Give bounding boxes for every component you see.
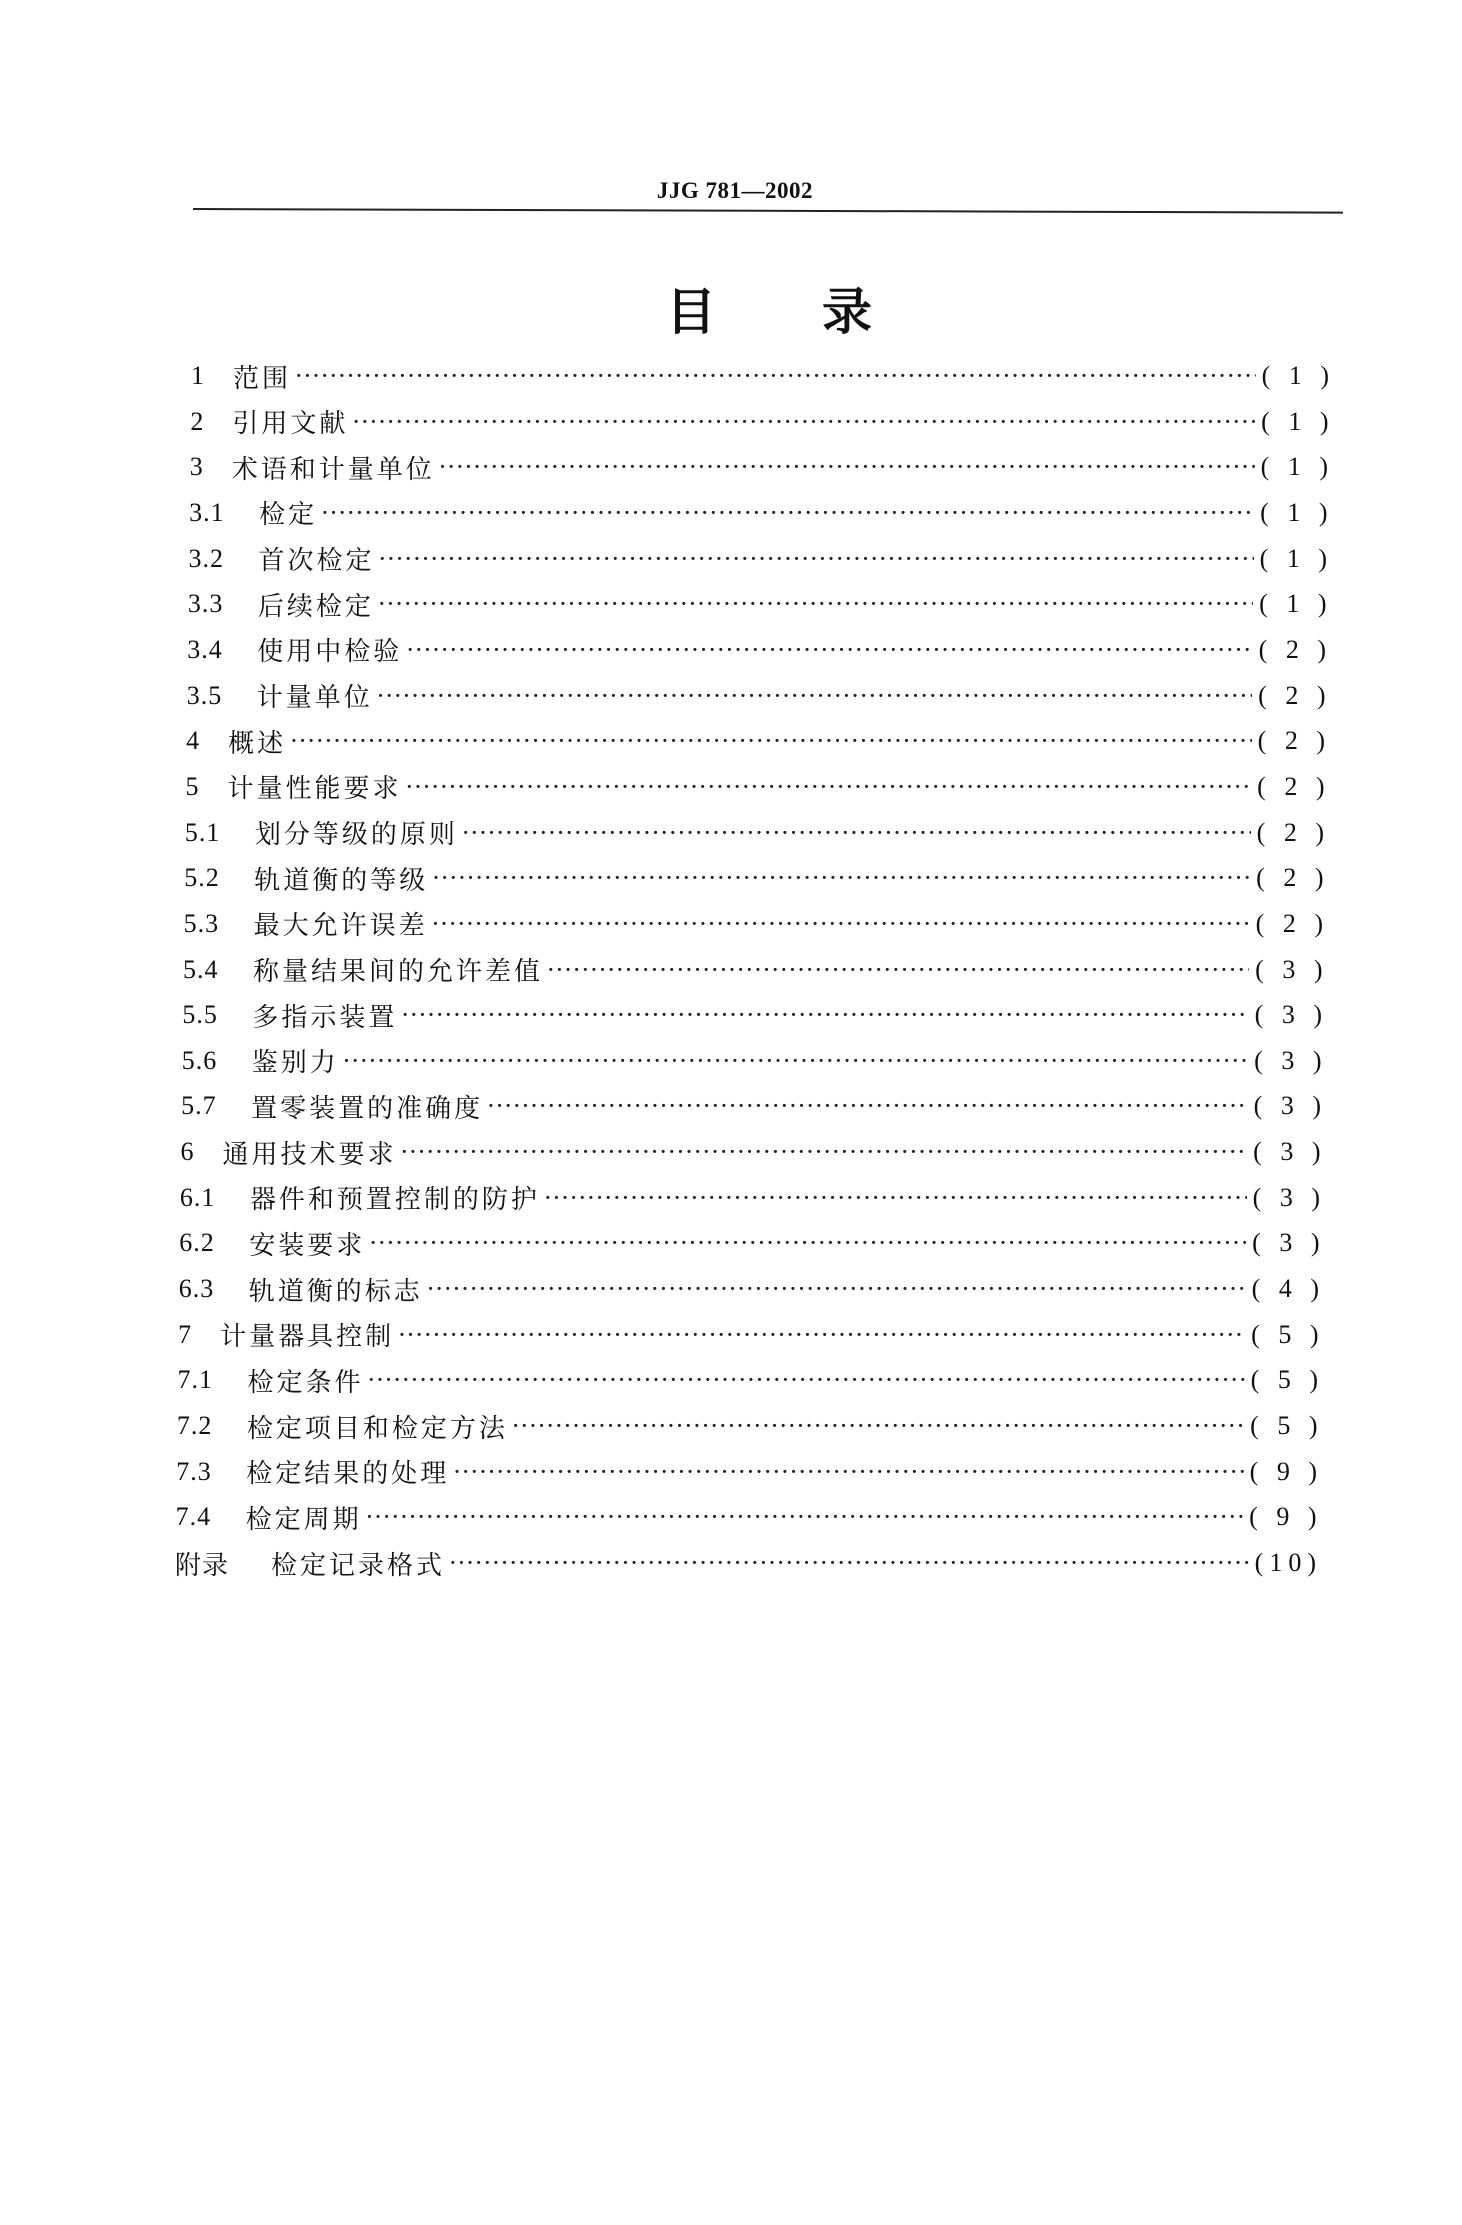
dot-leader [401,1134,1248,1170]
dot-leader [462,815,1251,851]
toc-entry[interactable] [183,952,1329,988]
toc-entry[interactable] [184,860,1329,896]
toc-entry-number: 5.3 [183,908,220,938]
toc-entry-label: 使用中检验 [257,637,403,668]
toc-entry-number: 3.5 [186,680,223,710]
toc-entry[interactable] [189,541,1333,577]
toc-entry-number: 4 [186,726,201,756]
toc-entry-number: 3.4 [187,634,223,664]
dot-leader [398,1317,1245,1353]
toc-entry-page: ( 1 ) [1261,406,1335,436]
toc-entry-label: 鉴别力 [251,1048,339,1079]
toc-entry-label: 后续检定 [257,591,374,622]
toc-entry-page: ( 3 ) [1253,1137,1327,1167]
toc-entry[interactable] [186,723,1331,759]
toc-entry-number: 7.2 [176,1411,213,1441]
toc-entry-number: 1 [191,361,205,390]
dot-leader [544,1180,1247,1216]
dot-leader [401,997,1248,1033]
title-char-1: 目 [666,283,716,341]
toc-entry-number: 5.7 [181,1091,217,1121]
toc-entry-page: ( 2 ) [1257,726,1331,756]
toc-entry-page: ( 3 ) [1254,1000,1328,1030]
toc-entry-number: 6.3 [178,1274,215,1304]
toc-entry-label: 概述 [228,728,287,759]
toc-entry-page: ( 5 ) [1250,1411,1324,1441]
toc-entry-label: 划分等级的原则 [254,820,458,851]
toc-entry-number: 5.1 [184,817,221,847]
toc-entry-number: 6.1 [179,1182,216,1212]
toc-entry-label: 最大允许误差 [253,911,428,942]
toc-entry-page: ( 1 ) [1261,361,1335,390]
toc-entry-label: 多指示装置 [252,1002,398,1033]
dot-leader [379,541,1254,577]
dot-leader [449,1545,1249,1581]
toc-entry[interactable] [182,1043,1328,1079]
toc-entry-number: 5.4 [183,954,219,984]
dot-leader [405,769,1251,805]
toc-entry-label: 范围 [233,363,292,394]
toc-entry-page: ( 2 ) [1258,634,1332,664]
toc-entry-label: 检定项目和检定方法 [246,1413,508,1444]
toc-entry-label: 计量器具控制 [220,1322,395,1353]
toc-entry-page: ( 1 ) [1260,452,1334,482]
dot-leader [512,1408,1244,1444]
toc-entry[interactable] [177,1362,1324,1398]
dot-leader [378,586,1253,622]
toc-entry[interactable] [187,678,1332,714]
toc-entry-page: ( 1 ) [1259,589,1333,619]
toc-entry-page: ( 2 ) [1256,863,1330,893]
toc-entry-label: 术语和计量单位 [231,454,435,485]
toc-entry[interactable] [190,449,1334,485]
toc-entry[interactable] [185,815,1330,851]
toc-entry[interactable] [191,358,1335,394]
toc-entry-label: 检定 [259,500,318,531]
dot-leader [377,678,1252,714]
dot-leader [406,632,1252,668]
toc-entry-label: 检定结果的处理 [246,1459,450,1490]
toc-entry-number: 3.2 [188,543,225,573]
toc-entry-number: 2 [190,406,205,436]
toc-entry[interactable] [178,1317,1324,1353]
toc-entry-page: ( 1 ) [1259,543,1333,573]
toc-entry-label: 轨道衡的等级 [254,865,429,896]
toc-entry[interactable] [180,1180,1326,1216]
toc-entry[interactable] [190,404,1334,440]
toc-entry-label: 检定周期 [245,1504,362,1535]
dot-leader [432,906,1250,942]
dot-leader [547,952,1249,988]
toc-entry-page: ( 3 ) [1253,1091,1327,1121]
toc-entry-number: 7.4 [175,1502,212,1532]
dot-leader [290,723,1252,759]
toc-entry-number: 3.3 [187,589,224,619]
toc-entry-label: 首次检定 [258,546,375,577]
dot-leader [321,495,1254,531]
dot-leader [343,1043,1248,1079]
dot-leader [352,404,1255,440]
toc-entry-number: 附录 [175,1550,230,1580]
toc-entry-label: 通用技术要求 [222,1139,397,1170]
toc-entry-page: (10) [1254,1548,1322,1577]
toc-entry-number: 7.3 [176,1456,212,1486]
toc-entry-label: 引用文献 [232,409,349,440]
toc-entry-number: 5.2 [184,863,220,893]
toc-entry-page: ( 2 ) [1255,908,1329,938]
toc-entry-page: ( 4 ) [1251,1274,1325,1304]
toc-entry-page: ( 9 ) [1249,1456,1323,1486]
toc-entry-page: ( 3 ) [1252,1228,1326,1258]
toc-entry-page: ( 3 ) [1254,1045,1328,1075]
toc-entry-number: 3.1 [189,497,225,527]
toc-entry-page: ( 3 ) [1255,954,1329,984]
toc-entry-number: 7 [178,1319,193,1349]
toc-entry-page: ( 2 ) [1256,817,1330,847]
toc-entry-label: 检定记录格式 [271,1550,446,1581]
toc-entry[interactable] [184,906,1329,942]
dot-leader [432,860,1250,896]
toc-entry-label: 计量性能要求 [227,774,402,805]
toc-entry[interactable] [187,632,1332,668]
toc-entry[interactable] [182,997,1328,1033]
toc-entry[interactable] [177,1408,1324,1444]
toc-entry-label: 安装要求 [249,1230,366,1261]
toc-entry-number: 7.1 [177,1365,213,1395]
dot-leader [366,1499,1244,1535]
dot-leader [427,1271,1246,1307]
toc-entry-label: 检定条件 [247,1367,364,1398]
toc-entry-page: ( 2 ) [1257,771,1331,801]
toc-entry-number: 3 [189,452,204,482]
toc-entry-page: ( 2 ) [1258,680,1332,710]
toc-entry-number: 6.2 [179,1228,215,1258]
dot-leader [367,1362,1244,1398]
toc-entry-page: ( 9 ) [1249,1502,1323,1532]
toc-entry-label: 器件和预置控制的防护 [249,1185,540,1216]
toc-entry-label: 轨道衡的标志 [248,1276,423,1307]
toc-entry[interactable] [189,495,1333,531]
toc-entry[interactable] [176,1499,1323,1535]
toc-entry[interactable] [188,586,1333,622]
dot-leader [295,358,1256,394]
toc-entry[interactable] [176,1454,1323,1490]
toc-entry-number: 5 [185,771,200,801]
toc-entry[interactable] [185,769,1330,805]
toc-entry[interactable] [181,1088,1327,1124]
toc-entry-page: ( 5 ) [1250,1365,1324,1395]
toc-entry-number: 6 [180,1137,195,1167]
toc-entry-label: 称量结果间的允许差值 [253,957,544,987]
toc-entry-number: 5.5 [182,1000,218,1030]
toc-entry[interactable] [179,1225,1325,1261]
dot-leader [439,449,1255,485]
dot-leader [369,1225,1246,1261]
standard-code: JJG 781—2002 [656,178,814,203]
dot-leader [487,1088,1248,1124]
toc-entry[interactable] [175,1545,1322,1581]
toc-entry-label: 置零装置的准确度 [251,1093,484,1124]
toc-entry-page: ( 1 ) [1260,497,1334,527]
title-char-2: 录 [822,283,872,341]
dot-leader [453,1454,1243,1490]
toc-entry[interactable] [179,1271,1325,1307]
toc-entry-label: 计量单位 [256,683,373,714]
toc-entry[interactable] [181,1134,1327,1170]
toc-entry-page: ( 3 ) [1252,1182,1326,1212]
toc-entry-page: ( 5 ) [1251,1319,1325,1349]
toc-entry-number: 5.6 [181,1045,218,1075]
